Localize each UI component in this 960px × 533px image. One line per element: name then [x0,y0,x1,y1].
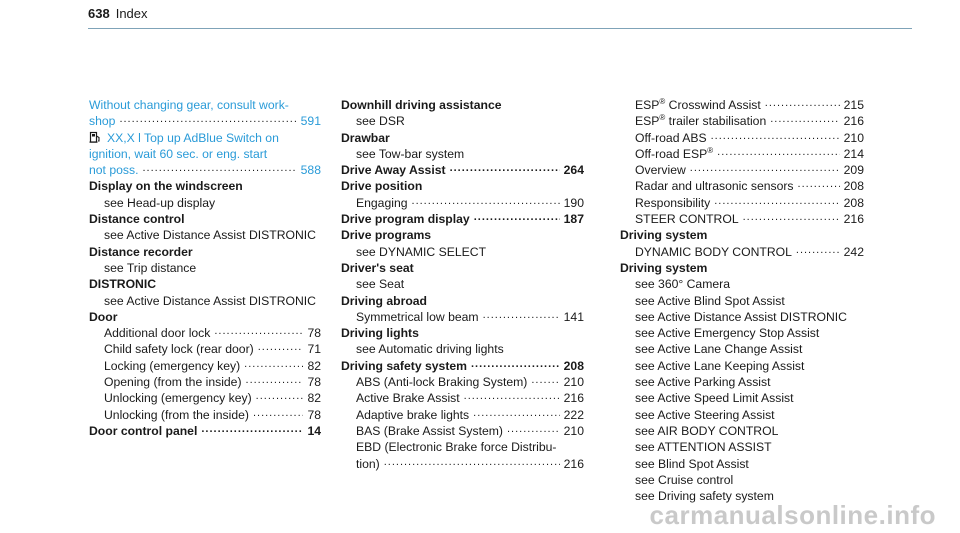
page-reference[interactable]: 190 [563,195,584,210]
entry-label: Drive programs [341,228,432,243]
index-entry [89,293,321,309]
entry-label: see Active Lane Keeping Assist [635,358,805,373]
entry-label: Driver's seat [341,260,414,275]
entry-label: Display on the windscreen [89,179,243,194]
entry-label: STEER CONTROL [635,212,739,227]
index-entry [620,341,864,357]
entry-text [104,325,210,341]
dot-leader [714,195,839,207]
entry-text [635,130,707,146]
index-entry [620,325,864,341]
index-entry [89,309,321,325]
entry-text [635,325,819,341]
index-entry [89,113,321,129]
page-reference[interactable]: 216 [843,212,864,227]
index-entry [620,97,864,113]
entry-text [356,113,405,129]
page-reference[interactable]: 209 [843,163,864,178]
entry-label-suffix: Crosswind Assist [665,98,761,112]
page-reference[interactable]: 78 [307,375,321,390]
entry-label: Responsibility [635,195,711,210]
index-entry [341,407,584,423]
index-entry [620,390,864,406]
dot-leader [483,309,560,321]
index-entry [620,146,864,162]
dot-leader [711,130,840,142]
entry-label: see Blind Spot Assist [635,456,749,471]
index-entry [341,195,584,211]
index-entry [341,260,584,276]
entry-label-suffix: trailer stabilisation [665,114,767,129]
page-reference[interactable]: 82 [307,391,321,406]
registered-mark: ® [659,96,666,106]
page-reference[interactable]: 215 [843,98,864,112]
entry-text [356,390,460,406]
dot-leader [464,390,560,402]
entry-label: Driving abroad [341,293,428,308]
entry-label: Driving lights [341,326,419,341]
index-entry [620,439,864,455]
entry-label: not poss. [89,163,139,178]
entry-label: ignition, wait 60 sec. or eng. start [89,146,268,161]
index-entry [620,293,864,309]
entry-text [104,195,215,211]
entry-text [635,374,770,390]
entry-text [104,293,316,309]
entry-label: ABS (Anti-lock Braking System) [356,375,528,390]
index-entry [89,195,321,211]
entry-label: see Cruise control [635,472,734,487]
dot-leader [256,390,304,402]
entry-label: ESP [635,98,660,112]
registered-mark: ® [707,145,714,155]
header-rule [88,28,912,29]
entry-text [341,162,446,178]
entry-text [635,113,766,129]
page-reference[interactable]: 82 [307,358,321,373]
entry-label: Without changing gear, consult work- [89,98,289,112]
entry-label: see Tow-bar system [356,146,465,161]
entry-label: Drive program display [341,212,470,227]
page-reference[interactable]: 242 [843,244,864,259]
registered-mark: ® [659,113,666,123]
page-reference[interactable]: 210 [843,130,864,145]
entry-text [104,260,196,276]
entry-text [635,456,749,472]
entry-label: shop [89,114,116,129]
entry-text [341,358,467,374]
entry-text [635,423,778,439]
entry-label: see Active Blind Spot Assist [635,293,785,308]
entry-text [635,407,775,423]
entry-text [89,130,279,146]
entry-text [341,325,419,341]
entry-text [356,456,380,472]
entry-label: see Active Speed Limit Assist [635,391,794,406]
dot-leader [384,456,560,468]
index-column-3 [620,97,864,504]
index-entry [341,146,584,162]
dot-leader [531,374,559,386]
dot-leader [201,423,303,435]
entry-label: Off-road ESP [635,146,708,161]
entry-text [89,162,138,178]
entry-text [341,130,390,146]
entry-label: see AIR BODY CONTROL [635,423,779,438]
entry-label: see Active Steering Assist [635,407,775,422]
entry-text [635,97,761,113]
entry-label: Door [89,309,118,324]
index-entry [620,374,864,390]
entry-label: Overview [635,163,686,178]
page-reference[interactable]: 222 [563,407,584,422]
dot-leader [258,341,304,353]
page-reference[interactable]: 210 [563,375,584,390]
index-entry [620,358,864,374]
index-entry [341,97,584,113]
index-entry [620,211,864,227]
entry-text [356,374,527,390]
dot-leader [246,374,304,386]
dot-leader [471,358,560,370]
entry-text [104,407,249,423]
page-reference[interactable]: 71 [307,342,321,357]
index-entry [620,423,864,439]
entry-text [89,276,156,292]
entry-text [104,374,242,390]
entry-label: Unlocking (from the inside) [104,407,249,422]
dot-leader [450,162,560,174]
dot-leader [690,162,840,174]
dot-leader [142,162,296,174]
entry-label: see Seat [356,277,405,292]
index-entry [620,456,864,472]
entry-text [356,341,504,357]
index-entry [620,162,864,178]
entry-label: tion) [356,456,380,471]
index-entry [89,341,321,357]
entry-text [635,195,710,211]
fuel-pump-icon [89,131,101,143]
entry-label: see Head-up display [104,195,216,210]
entry-text [89,244,193,260]
entry-label: Adaptive brake lights [356,407,470,422]
index-entry [89,227,321,243]
dot-leader [253,407,303,419]
entry-text [341,260,414,276]
entry-label: XX,X l Top up AdBlue Switch on [107,130,279,145]
entry-label: see Driving safety system [635,489,774,504]
entry-text [356,407,469,423]
index-entry [89,276,321,292]
dot-leader [798,178,840,190]
page-reference[interactable]: 216 [563,391,584,406]
entry-label: see Active Distance Assist DISTRONIC [635,309,847,324]
index-entry [341,325,584,341]
entry-label: Driving safety system [341,358,467,373]
dot-leader [473,407,560,419]
page-reference[interactable]: 216 [843,114,864,129]
dot-leader [765,97,840,109]
entry-text [635,178,794,194]
entry-text [89,309,117,325]
entry-label: Symmetrical low beam [356,309,479,324]
dot-leader [474,211,560,223]
entry-text [89,97,289,113]
page-header [88,6,148,21]
page-reference[interactable]: 187 [563,212,584,227]
index-entry [341,276,584,292]
entry-text [341,178,422,194]
index-entry [341,211,584,227]
entry-label: Driving system [620,260,708,275]
entry-label: Additional door lock [104,326,211,341]
index-entry [620,113,864,129]
entry-text [104,390,252,406]
index-entry [341,358,584,374]
entry-text [635,390,794,406]
entry-label: see 360° Camera [635,277,730,292]
index-entry [620,244,864,260]
entry-text [635,309,847,325]
page-reference[interactable]: 14 [307,423,321,438]
entry-label: Locking (emergency key) [104,358,241,373]
index-entry [89,260,321,276]
entry-label: Drive Away Assist [341,163,446,178]
entry-text [356,276,404,292]
index-entry [341,130,584,146]
page-reference[interactable]: 591 [300,114,321,129]
index-entry [89,146,321,162]
entry-label: see Active Emergency Stop Assist [635,326,820,341]
page-reference[interactable]: 210 [563,423,584,438]
index-entry [620,130,864,146]
dot-leader [743,211,840,223]
entry-text [620,260,707,276]
page-reference[interactable]: 214 [843,146,864,161]
page-reference[interactable]: 588 [300,163,321,178]
entry-label: DISTRONIC [89,277,157,292]
index-entry [89,423,321,439]
entry-label: DYNAMIC BODY CONTROL [635,244,792,259]
entry-text [341,97,502,113]
index-entry [341,244,584,260]
dot-leader [770,113,839,125]
index-entry [89,97,321,113]
index-entry [341,390,584,406]
entry-text [635,162,686,178]
entry-text [635,244,792,260]
index-entry [89,374,321,390]
dot-leader [507,423,560,435]
index-entry [89,244,321,260]
page-number: 638 [88,6,110,21]
index-entry [89,178,321,194]
entry-label: ESP [635,114,660,129]
entry-label: Drawbar [341,130,390,145]
entry-text [104,341,254,357]
entry-text [635,293,785,309]
entry-label: Radar and ultrasonic sensors [635,179,794,194]
entry-label: Active Brake Assist [356,391,460,406]
page-reference[interactable]: 78 [307,407,321,422]
entry-text [635,341,802,357]
entry-text [635,276,730,292]
entry-text [341,227,431,243]
page-reference[interactable]: 78 [307,326,321,341]
entry-text [341,293,427,309]
entry-label: see Active Distance Assist DISTRONIC [104,228,316,243]
page-reference[interactable]: 208 [563,358,584,373]
dot-leader [244,358,303,370]
index-entry [341,162,584,178]
index-entry [341,341,584,357]
index-entry [89,358,321,374]
index-entry [341,309,584,325]
entry-text [104,358,240,374]
entry-text [635,146,713,162]
entry-label: Engaging [356,195,408,210]
entry-text [356,146,464,162]
entry-label: Unlocking (emergency key) [104,391,252,406]
entry-label: see ATTENTION ASSIST [635,440,772,455]
index-entry [341,456,584,472]
entry-text [620,227,707,243]
entry-label: EBD (Electronic Brake force Distribu- [356,440,557,455]
index-entry [620,260,864,276]
entry-label: Drive position [341,179,423,194]
entry-text [89,211,185,227]
index-entry [620,407,864,423]
index-column-1 [89,97,321,439]
page-title: Index [115,6,148,21]
entry-label: see Active Lane Change Assist [635,342,803,357]
index-entry [620,472,864,488]
index-entry [620,227,864,243]
entry-text [356,439,556,455]
entry-label: Distance control [89,212,185,227]
entry-label: Off-road ABS [635,130,707,145]
entry-text [341,211,470,227]
index-entry [89,162,321,178]
entry-text [356,195,408,211]
index-entry [620,195,864,211]
index-entry [89,211,321,227]
entry-text [89,178,243,194]
page-reference[interactable]: 216 [563,456,584,471]
index-entry [620,276,864,292]
dot-leader [717,146,839,158]
entry-text [356,423,503,439]
index-entry [620,178,864,194]
index-entry [89,390,321,406]
index-entry [89,407,321,423]
entry-text [89,423,197,439]
page-reference[interactable]: 264 [563,163,584,178]
entry-label: Opening (from the inside) [104,375,242,390]
page-reference[interactable]: 141 [563,309,584,324]
index-entry [341,439,584,455]
page-reference[interactable]: 208 [843,179,864,194]
index-entry [89,325,321,341]
entry-text [635,211,739,227]
entry-text [635,472,733,488]
entry-text [89,113,115,129]
entry-label: see Automatic driving lights [356,342,504,357]
entry-label: see DYNAMIC SELECT [356,244,487,259]
entry-text [356,244,486,260]
entry-text [635,358,804,374]
dot-leader [796,244,840,256]
entry-label: Door control panel [89,423,198,438]
entry-label: Distance recorder [89,244,193,259]
dot-leader [119,113,296,125]
dot-leader [214,325,303,337]
index-entry [341,293,584,309]
index-entry [341,113,584,129]
index-column-2 [341,97,584,472]
page-reference[interactable]: 208 [843,195,864,210]
entry-label: Driving system [620,228,708,243]
entry-label: see DSR [356,114,405,129]
watermark: carmanualsonline.info [649,500,936,530]
dot-leader [412,195,560,207]
entry-label: see Active Parking Assist [635,375,771,390]
entry-label: see Trip distance [104,260,197,275]
entry-label: Downhill driving assistance [341,98,502,112]
index-entry [341,178,584,194]
entry-text [635,439,772,455]
index-entry [89,130,321,146]
entry-text [89,146,267,162]
index-entry [341,374,584,390]
index-entry [341,227,584,243]
entry-label: see Active Distance Assist DISTRONIC [104,293,316,308]
entry-text [104,227,316,243]
index-entry [341,423,584,439]
entry-text [356,309,479,325]
index-entry [620,309,864,325]
entry-label: Child safety lock (rear door) [104,342,254,357]
entry-label: BAS (Brake Assist System) [356,423,503,438]
